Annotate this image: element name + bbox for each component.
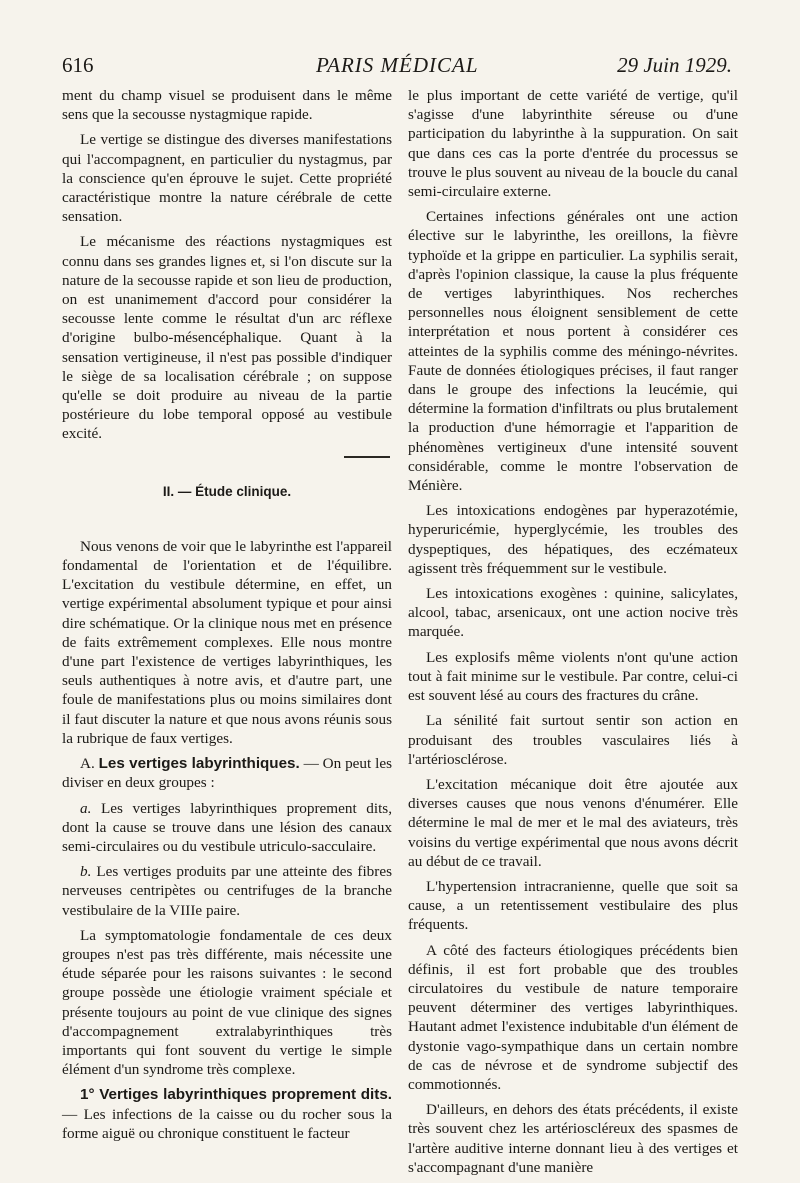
item-text: Les vertiges produits par une atteinte des fibres nerveuses centripètes ou centrifuges de la branche vestibulaire de la VIIIe paire.: [62, 863, 392, 919]
paragraph: Le mécanisme des réactions nystagmiques est connu dans ses grandes lignes et, si l'on discute sur la nature de la secousse rapide et son lieu de production, on est unanimement d'accord pour considérer la secousse lente comme le résultat d'un arc réflexe d'origine bulbo-mésencéphalique. Quant à la sensation vertigineuse, il n'est pas possible d'indiquer le siège de sa localisation cérébrale ; on suppose qu'elle se doit produire au niveau de la partie postérieure du lobe temporal opposé au vestibule excité.: [62, 233, 392, 443]
subheading-title: 1° Vertiges labyrinthiques proprement dits.: [80, 1086, 392, 1104]
paragraph: le plus important de cette variété de vertige, qu'il s'agisse d'une labyrinthite séreuse ou d'une participation du labyrinthe à la suppuration. On sait que dans ces cas la porte d'entrée du processus se trouve le plus souvent au niveau de la boucle du canal semi-circulaire externe.: [408, 87, 738, 201]
paragraph: D'ailleurs, en dehors des états précédents, il existe très souvent chez les artérioscléreux des spasmes de l'artère auditive interne donnant lieu à des vertiges et s'accompagnant d'une manière: [408, 1101, 738, 1176]
list-item: [62, 862, 392, 920]
item-label: b.: [80, 863, 92, 881]
paragraph: Certaines infections générales ont une action élective sur le labyrinthe, les oreillons, la fièvre typhoïde et la grippe en particulier. La syphilis serait, d'après l'opinion classique, la cause la plus fréquente de vertiges labyrinthiques. Nos recherches personnelles nous éloignent sensiblement de cette interprétation et nous portent à considérer ces atteintes de la syphilis comme des méningo-névrites. Faute de données étiologiques précises, il faut ranger dans le groupe des infections la leucémie, qui détermine la formation d'infiltrats ou plus brutalement la production d'une hémorragie et l'apparition de phénomènes vertigineux d'une intensité souvent considérable, comme le montre l'observation de Ménière.: [408, 208, 738, 495]
paragraph: Le vertige se distingue des diverses manifestations qui l'accompagnent, en particulier du nystagmus, par la conscience qu'en éprouve le sujet. Cette propriété caractéristique montre la nature cérébrale de cette sensation.: [62, 131, 392, 226]
subheading-text: — Les infections de la caisse ou du rocher sous la forme aiguë ou chronique constituent le facteur: [62, 1105, 392, 1142]
section-heading: II. — Étude clinique.: [162, 483, 292, 499]
paragraph: Les intoxications endogènes par hyperazotémie, hyperuricémie, hyperglycémie, les troubles des dyspeptiques, des hépatiques, des eczémateux agissent très fréquemment sur le vestibule.: [408, 502, 738, 577]
paragraph: La sénilité fait surtout sentir son action en produisant des troubles vasculaires liés à l'artériosclérose.: [408, 712, 738, 768]
page-number: 616: [62, 53, 94, 77]
subheading-title: Les vertiges labyrinthiques.: [98, 755, 300, 773]
subheading-paragraph: [62, 754, 392, 792]
paragraph: L'hypertension intracranienne, quelle que soit sa cause, a un retentissement vestibulaire des plus fréquents.: [408, 877, 738, 934]
journal-title: PARIS MÉDICAL: [316, 53, 479, 77]
issue-date: 29 Juin 1929.: [617, 53, 732, 77]
paragraph: A côté des facteurs étiologiques précédents bien définis, il est fort probable que des troubles circulatoires du vestibule de nature temporaire peuvent déterminer des vertiges labyrinthiques. Hautant admet l'existence indubitable d'un élément de dystonie vago-sympathique dans un certain nombre de cas de névrose et de syndrome subjectif des commotionnés.: [408, 941, 738, 1093]
subheading-text: — On peut les diviser en deux groupes :: [62, 755, 392, 792]
paragraph: Les explosifs même violents n'ont qu'une action tout à fait minime sur le vestibule. Par contre, celui-ci est souvent lésé au cours des fractures du crâne.: [408, 648, 738, 705]
paragraph: Nous venons de voir que le labyrinthe est l'appareil fondamental de l'orientation et de l'équilibre. L'excitation du vestibule détermine, en effet, un vertige expérimental absolument typique et pour ainsi dire schématique. Or la clinique nous met en présence de faits extrêmement complexes. Elle nous montre d'une part l'existence de vertiges labyrinthiques, les seuls authentiques à notre avis, et d'autre part, une foule de manifestations plus ou moins similaires dont il faut discuter la nature et que nous avons réunis sous la rubrique de faux vertiges.: [62, 537, 392, 747]
paragraph: Les intoxications exogènes : quinine, salicylates, alcool, tabac, arsenicaux, ont une action nocive très marquée.: [408, 585, 738, 641]
list-item: [62, 799, 392, 857]
paragraph: L'excitation mécanique doit être ajoutée aux diverses causes que nous venons d'énumérer. Elle détermine le mal de mer et le mal des aviateurs, très voisins du vertige expérimental que nous avons décrit au début de ce travail.: [408, 775, 738, 870]
paragraph: ment du champ visuel se produisent dans le même sens que la secousse nystagmique rapide.: [62, 87, 392, 124]
subheading-paragraph: [62, 1085, 392, 1143]
subheading-label: A.: [80, 755, 99, 773]
section-divider: [344, 456, 390, 458]
right-column: [408, 86, 738, 1183]
left-column: [62, 86, 392, 1149]
item-text: Les vertiges labyrinthiques proprement dits, dont la cause se trouve dans une lésion des canaux semi-circulaires ou du vestibule utriculo-sacculaire.: [62, 799, 392, 855]
item-label: a.: [80, 799, 92, 817]
paragraph: La symptomatologie fondamentale de ces deux groupes n'est pas très différente, mais nécessite une étude séparée pour les raisons suivantes : le second groupe possède une étiologie vraiment spéciale et présente toujours au point de vue clinique des signes d'accompagnement extralabyrinthiques très importants qui font souvent du vertige le simple élément d'un syndrome très complexe.: [62, 926, 392, 1079]
